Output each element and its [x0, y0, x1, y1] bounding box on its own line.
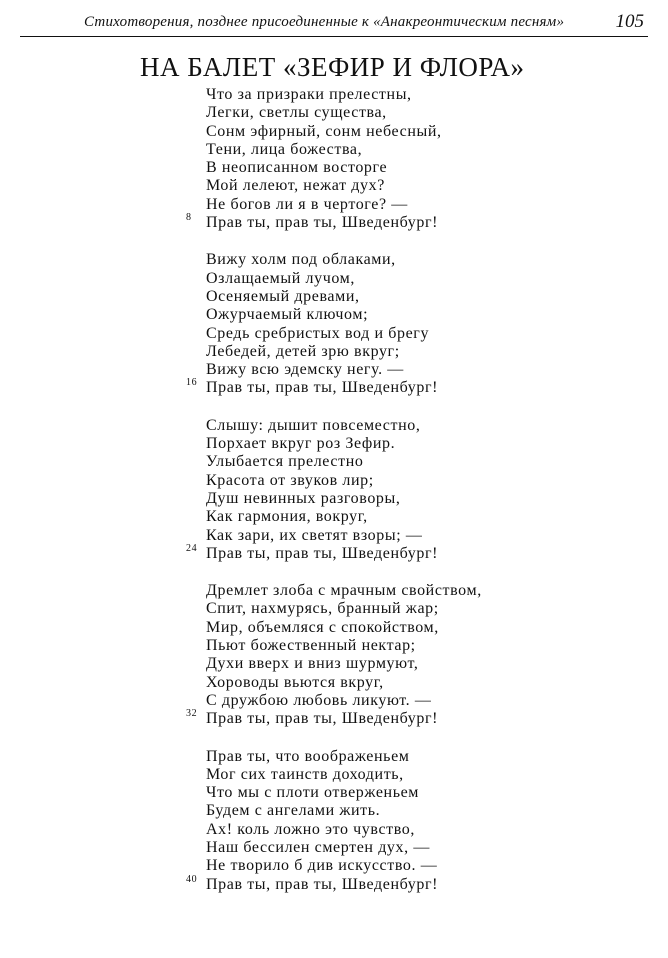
poem-line: Мог сих таинств доходить,: [206, 765, 404, 783]
refrain-text: Прав ты, прав ты, Шведенбург!: [206, 875, 439, 893]
refrain-text: Прав ты, прав ты, Шведенбург!: [206, 544, 439, 562]
poem-line: Лебедей, детей зрю вкруг;: [206, 342, 400, 360]
poem-line: Легки, светлы существа,: [206, 104, 387, 122]
line-number: 24: [186, 542, 198, 554]
poem-line: Мой лелеют, нежат дух?: [206, 177, 385, 195]
poem-line: Не творило б див искусство. —: [206, 857, 438, 875]
poem-line: Вижу всю эдемску негу. —: [206, 361, 404, 379]
poem-line: С дружбою любовь ликуют. —: [206, 691, 432, 709]
running-title: Стихотворения, позднее присоединенные к «Анакреонтическим песням»: [84, 14, 565, 30]
refrain-text: Прав ты, прав ты, Шведенбург!: [206, 214, 439, 232]
poem-line: Порхает вкруг роз Зефир.: [206, 435, 396, 453]
poem-line: Душ невинных разговоры,: [206, 489, 401, 507]
line-number: 32: [186, 708, 198, 720]
poem-line: Средь сребристых вод и брегу: [206, 324, 430, 342]
poem-line: Озлащаемый лучом,: [206, 269, 355, 287]
poem-line: Вижу холм под облаками,: [206, 251, 396, 269]
poem-line-numbered: [186, 710, 646, 728]
poem-line: Сонм эфирный, сонм небесный,: [206, 122, 442, 140]
poem-line: В неописанном восторге: [206, 159, 388, 177]
refrain-text: Прав ты, прав ты, Шведенбург!: [206, 379, 439, 397]
stanza-3: [186, 417, 646, 563]
line-number: 40: [186, 873, 198, 885]
poem-line: Как зари, их светят взоры; —: [206, 526, 423, 544]
stanza-5: [186, 748, 646, 894]
poem-line: Осеняемый древами,: [206, 287, 360, 305]
stanza-4: [186, 582, 646, 728]
poem-line: Хороводы вьются вкруг,: [206, 673, 384, 691]
line-number: 8: [186, 212, 192, 224]
poem-line: Ах! коль ложно это чувство,: [206, 820, 416, 838]
poem-line: Улыбается прелестно: [206, 453, 364, 471]
poem-line: Не богов ли я в чертоге? —: [206, 195, 408, 213]
poem-line: Пьют божественный нектар;: [206, 637, 416, 655]
poem-line: Как гармония, вокруг,: [206, 508, 368, 526]
poem-line: Ожурчаемый ключом;: [206, 306, 369, 324]
poem-line-numbered: [186, 542, 646, 563]
poem-line: Красота от звуков лир;: [206, 471, 374, 489]
poem-line: Что за призраки прелестны,: [206, 86, 412, 103]
poem-line: Мир, объемляся с спокойством,: [206, 618, 439, 636]
poem-line: Наш бессилен смертен дух, —: [206, 838, 430, 856]
poem-line: Прав ты, что воображеньем: [206, 747, 410, 765]
stanza-2: [186, 251, 646, 397]
poem-line: Что мы с плоти отверженьем: [206, 784, 420, 802]
poem-line-numbered: [186, 214, 646, 232]
running-header: [20, 8, 648, 37]
line-number: 16: [186, 377, 198, 389]
poem-line: Тени, лица божества,: [206, 140, 363, 158]
poem-line-numbered: [186, 379, 646, 397]
poem-line: Будем с ангелами жить.: [206, 802, 381, 820]
poem-line-numbered: [186, 873, 646, 894]
poem-line: Слышу: дышит повсеместно,: [206, 416, 421, 434]
stanza-1: [186, 86, 646, 232]
poem-line: Духи вверх и вниз шурмуют,: [206, 655, 419, 673]
poem-title: НА БАЛЕТ «ЗЕФИР И ФЛОРА»: [140, 52, 525, 82]
poem-line: Дремлет злоба с мрачным свойством,: [206, 582, 482, 600]
poem-line: Спит, нахмурясь, бранный жар;: [206, 600, 439, 618]
refrain-text: Прав ты, прав ты, Шведенбург!: [206, 710, 439, 728]
page-number: 105: [615, 11, 644, 32]
poem-body: [186, 86, 646, 913]
